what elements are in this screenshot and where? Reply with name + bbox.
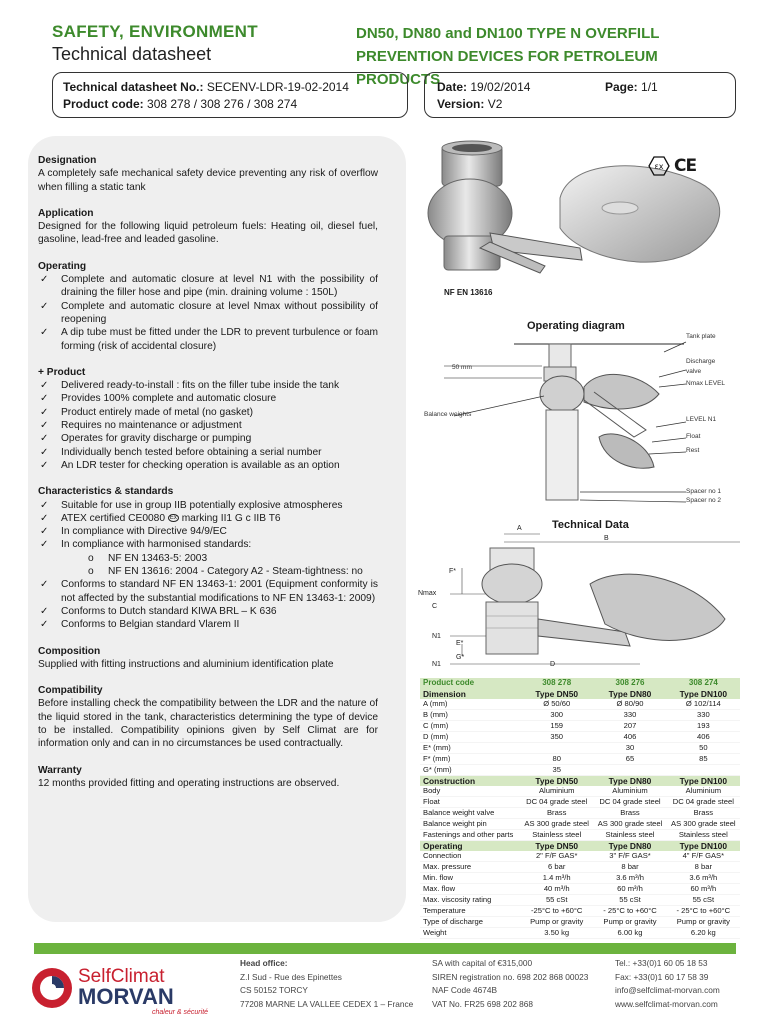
company-line: NAF Code 4674B xyxy=(432,985,498,995)
table-cell: 3.6 m³/h xyxy=(593,872,666,883)
svg-text:εx: εx xyxy=(654,162,664,171)
label-float: Float xyxy=(686,433,701,440)
table-cell xyxy=(667,764,740,775)
label-nmax-level: Nmax LEVEL xyxy=(686,380,726,387)
list-item xyxy=(38,538,378,551)
dim-e: E* xyxy=(456,640,464,647)
table-cell: D (mm) xyxy=(420,731,520,742)
datasheet-info-box xyxy=(52,72,408,118)
version-label: Version: xyxy=(437,97,485,111)
label-50mm: 50 mm xyxy=(452,364,472,371)
table-row xyxy=(420,818,740,829)
table-cell: Body xyxy=(420,786,520,797)
technical-data-title: Technical Data xyxy=(552,519,629,531)
table-cell: Ø 80/90 xyxy=(593,699,666,710)
table-cell: Pump or gravity xyxy=(667,916,740,927)
list-item: ✓ Product entirely made of metal (no gasket) xyxy=(38,406,378,419)
table-row xyxy=(420,829,740,840)
table-cell: Max. pressure xyxy=(420,861,520,872)
website-link[interactable]: www.selfclimat-morvan.com xyxy=(615,998,718,1009)
table-row xyxy=(420,720,740,731)
table-cell: AS 300 grade steel xyxy=(520,818,593,829)
table-cell: 65 xyxy=(593,753,666,764)
operating-diagram-title: Operating diagram xyxy=(527,320,625,332)
compatibility-text: Before installing check the compatibility between the LDR and the nature of the liquid stored in the tank, characteristics determining the type of device to be installed. Compatibility opinions given by Self Climat are for information only and can in no circumstances be used contractually. xyxy=(38,698,378,750)
table-cell: Dimension xyxy=(420,688,520,698)
list-item: ✓ Complete and automatic closure at level N1 with the possibility of draining the filler hose and pipe (min. draining volume : 150L) xyxy=(38,273,378,300)
designation-text: A completely safe mechanical safety device preventing any risk of overflow when filling a static tank xyxy=(38,168,378,193)
dim-a: A xyxy=(517,525,522,532)
characteristics-heading: Characteristics & standards xyxy=(38,486,174,498)
table-row xyxy=(420,872,740,883)
ex-marking-icon: Ex xyxy=(169,515,177,522)
table-cell: Float xyxy=(420,796,520,807)
table-cell: Type DN80 xyxy=(593,775,666,786)
label-rest: Rest xyxy=(686,447,700,454)
address-line: CS 50152 TORCY xyxy=(240,985,308,995)
warranty-text: 12 months provided fitting and operating instructions are observed. xyxy=(38,777,340,789)
dim-g: G* xyxy=(456,654,465,661)
table-cell: Brass xyxy=(593,807,666,818)
header-left xyxy=(52,22,258,65)
svg-text:chaleur & sécurité: chaleur & sécurité xyxy=(152,1009,209,1016)
list-item: ✓ Conforms to Dutch standard KIWA BRL – K 636 xyxy=(38,605,378,618)
table-cell: 8 bar xyxy=(667,861,740,872)
table-cell: Type DN80 xyxy=(593,688,666,698)
dim-nmax: Nmax xyxy=(418,590,437,597)
product-photo xyxy=(420,138,746,298)
application-text: Designed for the following liquid petroleum fuels: Heating oil, diesel fuel, gasoline, lead-free and leaded gasoline. xyxy=(38,221,378,246)
table-cell: Product code xyxy=(420,678,520,688)
footer-accent-bar xyxy=(34,943,736,954)
table-cell: 300 xyxy=(520,709,593,720)
table-cell: Brass xyxy=(667,807,740,818)
table-cell: Max. flow xyxy=(420,883,520,894)
table-row xyxy=(420,861,740,872)
atex-marking-text: marking II1 G c IIB T6 xyxy=(181,512,281,524)
version-value: V2 xyxy=(487,97,503,111)
table-row xyxy=(420,807,740,818)
table-row xyxy=(420,753,740,764)
table-cell: 193 xyxy=(667,720,740,731)
table-cell: 330 xyxy=(667,709,740,720)
table-cell: Type DN100 xyxy=(667,840,740,851)
svg-text:MORVAN: MORVAN xyxy=(78,984,174,1009)
table-cell: Type DN50 xyxy=(520,688,593,698)
list-item: o NF EN 13616: 2004 - Category A2 - Steam-tightness: no xyxy=(38,565,378,578)
company-line: VAT No. FR25 698 202 868 xyxy=(432,998,534,1009)
table-row xyxy=(420,916,740,927)
table-cell: - 25°C to +60°C xyxy=(593,905,666,916)
table-cell: Operating xyxy=(420,840,520,851)
table-cell: 55 cSt xyxy=(667,894,740,905)
label-spacer-2: Spacer no 2 xyxy=(686,497,722,504)
table-cell: 308 276 xyxy=(593,678,666,688)
table-cell: 85 xyxy=(667,753,740,764)
table-cell: - 25°C to +60°C xyxy=(667,905,740,916)
table-cell: Balance weight pin xyxy=(420,818,520,829)
table-cell: -25°C to +60°C xyxy=(520,905,593,916)
contact-block xyxy=(615,957,720,1011)
table-cell: Type DN80 xyxy=(593,840,666,851)
table-cell: A (mm) xyxy=(420,699,520,710)
table-cell: Stainless steel xyxy=(667,829,740,840)
technical-data-diagram xyxy=(420,524,746,676)
date-label: Date: xyxy=(437,80,468,94)
ce-mark-icon: CE xyxy=(674,156,697,176)
table-cell: DC 04 grade steel xyxy=(593,796,666,807)
table-cell: 3.6 m³/h xyxy=(667,872,740,883)
characteristics-list-cont xyxy=(38,578,378,631)
table-row xyxy=(420,786,740,797)
page-value: 1/1 xyxy=(641,80,658,94)
dim-n1-bottom: N1 xyxy=(432,661,441,668)
list-item: ✓ Delivered ready-to-install : fits on the filler tube inside the tank xyxy=(38,379,378,392)
list-item: ✓ An LDR tester for checking operation is available as an option xyxy=(38,459,378,472)
dim-f: F* xyxy=(449,568,456,575)
list-item: ✓ Suitable for use in group IIB potentially explosive atmospheres xyxy=(38,499,378,512)
table-row xyxy=(420,851,740,862)
list-item: ✓ Individually bench tested before obtaining a serial number xyxy=(38,446,378,459)
title-line-2: PREVENTION DEVICES FOR PETROLEUM PRODUCTS xyxy=(356,48,658,88)
table-cell: Brass xyxy=(520,807,593,818)
table-cell: Weight xyxy=(420,927,520,938)
table-cell: 1.4 m³/h xyxy=(520,872,593,883)
dim-c: C xyxy=(432,603,438,610)
list-item xyxy=(38,512,378,525)
table-cell: Type DN50 xyxy=(520,775,593,786)
table-cell: Ø 50/60 xyxy=(520,699,593,710)
certification-marks xyxy=(648,156,696,176)
table-cell: 80 xyxy=(520,753,593,764)
warranty-heading: Warranty xyxy=(38,764,82,776)
photo-caption: NF EN 13616 xyxy=(444,288,493,297)
table-row xyxy=(420,927,740,938)
table-cell: Min. flow xyxy=(420,872,520,883)
table-cell: 60 m³/h xyxy=(593,883,666,894)
application-heading: Application xyxy=(38,207,94,219)
table-cell: 3" F/F GAS* xyxy=(593,851,666,862)
table-cell: 6.20 kg xyxy=(667,927,740,938)
table-cell: 60 m³/h xyxy=(667,883,740,894)
atex-text: ATEX certified CE0080 xyxy=(61,512,165,524)
table-cell: 40 m³/h xyxy=(520,883,593,894)
designation-heading: Designation xyxy=(38,155,97,166)
table-cell: Type DN50 xyxy=(520,840,593,851)
table-cell: Balance weight valve xyxy=(420,807,520,818)
table-cell: 308 278 xyxy=(520,678,593,688)
table-cell: Type DN100 xyxy=(667,775,740,786)
table-cell: Construction xyxy=(420,775,520,786)
table-cell: E* (mm) xyxy=(420,742,520,753)
specification-table xyxy=(420,678,740,939)
label-discharge: Discharge xyxy=(686,358,716,365)
address-line: Z.I Sud - Rue des Epinettes xyxy=(240,971,342,982)
table-cell: B (mm) xyxy=(420,709,520,720)
date-value: 19/02/2014 xyxy=(470,80,531,94)
label-valve: valve xyxy=(686,368,702,375)
table-cell: 8 bar xyxy=(593,861,666,872)
table-cell: Type of discharge xyxy=(420,916,520,927)
table-cell: F* (mm) xyxy=(420,753,520,764)
list-item: ✓ Operates for gravity discharge or pumping xyxy=(38,432,378,445)
table-cell: Type DN100 xyxy=(667,688,740,698)
table-row xyxy=(420,764,740,775)
list-item: ✓ In compliance with Directive 94/9/EC xyxy=(38,525,378,538)
plus-product-heading: + Product xyxy=(38,366,86,378)
table-cell: AS 300 grade steel xyxy=(667,818,740,829)
category-heading: SAFETY, ENVIRONMENT xyxy=(52,22,258,41)
table-cell: Stainless steel xyxy=(520,829,593,840)
table-cell: 55 cSt xyxy=(520,894,593,905)
dim-b: B xyxy=(604,535,609,542)
table-cell: Aluminium xyxy=(593,786,666,797)
title-line-1: DN50, DN80 and DN100 TYPE N OVERFILL xyxy=(356,25,660,42)
table-cell: 207 xyxy=(593,720,666,731)
dim-n1-top: N1 xyxy=(432,633,441,640)
standards-sublist xyxy=(38,552,378,579)
label-tank-plate: Tank plate xyxy=(686,333,716,340)
product-codes: 308 278 / 308 276 / 308 274 xyxy=(147,97,298,111)
table-cell xyxy=(593,764,666,775)
table-row xyxy=(420,731,740,742)
description-content xyxy=(38,154,378,790)
list-item: o NF EN 13463-5: 2003 xyxy=(38,552,378,565)
table-cell: Pump or gravity xyxy=(593,916,666,927)
table-cell: G* (mm) xyxy=(420,764,520,775)
address-line: 77208 MARNE LA VALLEE CEDEX 1 – France xyxy=(240,998,414,1009)
table-row xyxy=(420,883,740,894)
table-row xyxy=(420,699,740,710)
list-item: ✓ Provides 100% complete and automatic closure xyxy=(38,392,378,405)
company-line: SIREN registration no. 698 202 868 00023 xyxy=(432,971,589,982)
table-cell: 3.50 kg xyxy=(520,927,593,938)
table-cell: DC 04 grade steel xyxy=(667,796,740,807)
svg-text:SelfClimat: SelfClimat xyxy=(78,966,165,987)
table-cell: Temperature xyxy=(420,905,520,916)
table-row xyxy=(420,796,740,807)
list-item: ✓ Conforms to standard NF EN 13463-1: 2001 (Equipment conformity is not affected by the substantial modifications to NF EN 13463-1: 2009) xyxy=(38,578,378,605)
operating-heading: Operating xyxy=(38,260,87,272)
table-cell: Stainless steel xyxy=(593,829,666,840)
table-cell: 35 xyxy=(520,764,593,775)
head-office-heading: Head office: xyxy=(240,958,288,968)
operating-list xyxy=(38,273,378,353)
table-cell: 50 xyxy=(667,742,740,753)
characteristics-list xyxy=(38,499,378,552)
table-cell: Fastenings and other parts xyxy=(420,829,520,840)
table-cell: 159 xyxy=(520,720,593,731)
label-level-n1: LEVEL N1 xyxy=(686,416,717,423)
head-office-block xyxy=(240,957,413,1011)
phone: Tel.: +33(0)1 60 05 18 53 xyxy=(615,958,708,968)
table-cell: 350 xyxy=(520,731,593,742)
email-link[interactable]: info@selfclimat-morvan.com xyxy=(615,985,720,995)
table-row xyxy=(420,742,740,753)
table-row xyxy=(420,709,740,720)
composition-heading: Composition xyxy=(38,645,101,657)
table-cell: Aluminium xyxy=(520,786,593,797)
datasheet-no-label: Technical datasheet No.: xyxy=(63,80,204,94)
table-cell: 30 xyxy=(593,742,666,753)
standards-intro: In compliance with harmonised standards: xyxy=(61,539,252,551)
table-cell: Max. viscosity rating xyxy=(420,894,520,905)
table-section-row xyxy=(420,840,740,851)
date-info-box xyxy=(424,72,736,118)
composition-text: Supplied with fitting instructions and aluminium identification plate xyxy=(38,658,334,670)
table-cell: C (mm) xyxy=(420,720,520,731)
table-cell: Ø 102/114 xyxy=(667,699,740,710)
table-row xyxy=(420,894,740,905)
table-cell: 4" F/F GAS* xyxy=(667,851,740,862)
product-code-label: Product code: xyxy=(63,97,144,111)
table-section-row xyxy=(420,688,740,698)
table-section-row xyxy=(420,775,740,786)
table-cell: 6.00 kg xyxy=(593,927,666,938)
table-cell: 406 xyxy=(667,731,740,742)
table-cell xyxy=(520,742,593,753)
table-cell: AS 300 grade steel xyxy=(593,818,666,829)
table-cell: 308 274 xyxy=(667,678,740,688)
company-line: SA with capital of €315,000 xyxy=(432,958,533,968)
list-item: ✓ A dip tube must be fitted under the LDR to prevent turbulence or foam forming (risk of accidental closure) xyxy=(38,326,378,353)
company-logo xyxy=(28,960,228,1016)
company-info-block xyxy=(432,957,588,1011)
list-item: ✓ Complete and automatic closure at level Nmax without possibility of reopening xyxy=(38,300,378,327)
dim-d: D xyxy=(550,661,556,668)
page-label: Page: xyxy=(605,80,638,94)
label-spacer-1: Spacer no 1 xyxy=(686,488,722,495)
table-cell: DC 04 grade steel xyxy=(520,796,593,807)
table-row xyxy=(420,905,740,916)
list-item: ✓ Requires no maintenance or adjustment xyxy=(38,419,378,432)
table-header-row xyxy=(420,678,740,688)
table-cell: Aluminium xyxy=(667,786,740,797)
table-cell: 330 xyxy=(593,709,666,720)
label-balance-weights: Balance weights xyxy=(424,411,472,418)
atex-ex-icon xyxy=(648,156,670,176)
compatibility-heading: Compatibility xyxy=(38,685,103,697)
list-item: ✓ Conforms to Belgian standard Vlarem II xyxy=(38,618,378,631)
table-cell: Pump or gravity xyxy=(520,916,593,927)
plus-product-list xyxy=(38,379,378,472)
table-cell: 2" F/F GAS* xyxy=(520,851,593,862)
table-cell: 6 bar xyxy=(520,861,593,872)
fax: Fax: +33(0)1 60 17 58 39 xyxy=(615,971,709,982)
table-cell: 55 cSt xyxy=(593,894,666,905)
table-cell: 406 xyxy=(593,731,666,742)
datasheet-no: SECENV-LDR-19-02-2014 xyxy=(206,80,349,94)
document-subtitle: Technical datasheet xyxy=(52,44,212,64)
table-cell: Connection xyxy=(420,851,520,862)
